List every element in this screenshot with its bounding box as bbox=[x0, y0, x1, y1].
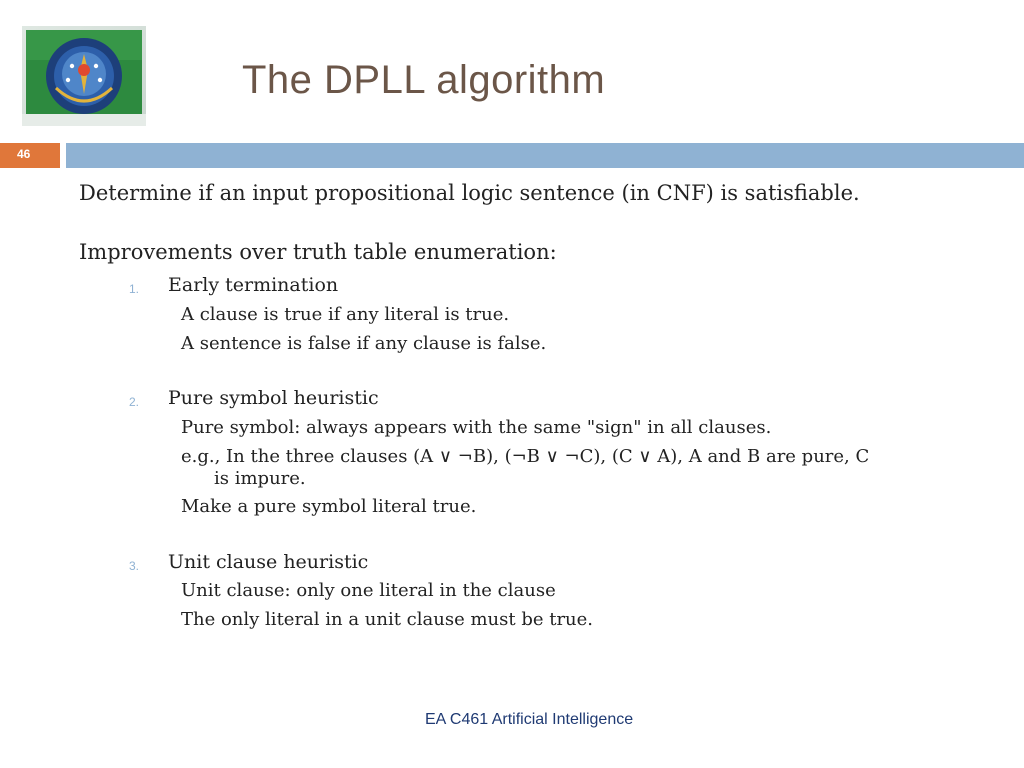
item-detail: Pure symbol: always appears with the same "sign" in all clauses. bbox=[181, 417, 772, 438]
item-label-early-termination: Early termination bbox=[168, 274, 339, 296]
intro-text: Determine if an input propositional logic sentence (in CNF) is satisfiable. bbox=[79, 181, 860, 205]
footer-course-title: EA C461 Artificial Intelligence bbox=[425, 711, 634, 728]
item-detail: The only literal in a unit clause must be true. bbox=[181, 609, 594, 630]
item-detail: Make a pure symbol literal true. bbox=[181, 496, 477, 517]
item-detail: e.g., In the three clauses (A ∨ ¬B), (¬B ∨ ¬C), (C ∨ A), A and B are pure, C bbox=[181, 446, 870, 467]
slide-number-badge: 46 bbox=[0, 143, 60, 168]
item-number: 3. bbox=[129, 559, 140, 573]
institute-logo bbox=[22, 26, 146, 126]
item-detail: A clause is true if any literal is true. bbox=[181, 304, 510, 325]
item-label-unit-clause: Unit clause heuristic bbox=[168, 551, 369, 573]
item-number: 2. bbox=[129, 395, 140, 409]
item-label-pure-symbol: Pure symbol heuristic bbox=[168, 387, 379, 409]
improvements-heading: Improvements over truth table enumeration: bbox=[79, 240, 557, 264]
item-number: 1. bbox=[129, 282, 140, 296]
item-detail: Unit clause: only one literal in the clause bbox=[181, 580, 556, 601]
item-detail: A sentence is false if any clause is false. bbox=[181, 333, 547, 354]
item-detail-continuation: is impure. bbox=[214, 468, 306, 489]
header-divider-bar bbox=[66, 143, 1024, 168]
slide-title: The DPLL algorithm bbox=[242, 58, 606, 102]
